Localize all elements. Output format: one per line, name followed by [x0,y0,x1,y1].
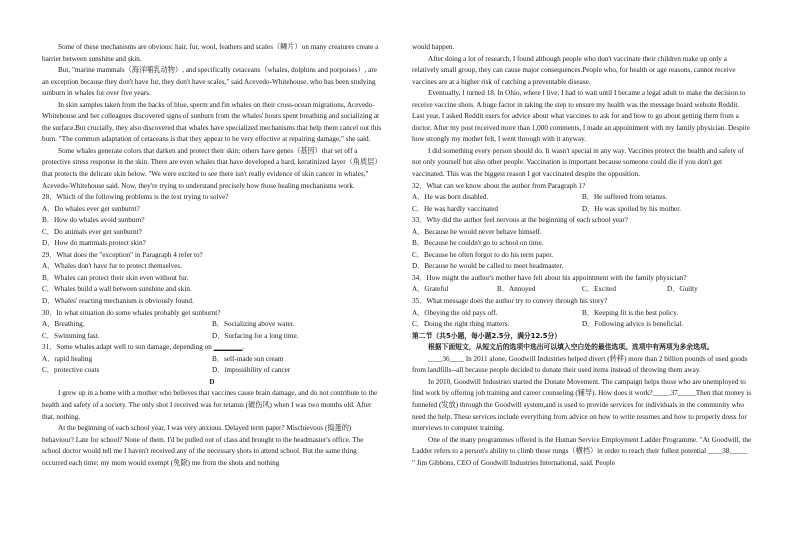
q33-option-d: D．Because he would be called to meet headmaster. [412,262,564,271]
q31-option-b: B．self-made sun cream [212,354,284,363]
cloze-paragraph-2-text-a: In 2010, Goodwill Industries started the Donate Movement. The campaign helps those who are unemployed to find work by offering job training and career counseling (辅导). How does it work? [412,377,746,398]
q28-option-b: B．How do whales avoid sunburn? [42,216,145,225]
q33-option-b: B．Because he couldn't go to school on time. [412,239,544,248]
cloze-paragraph-1 [412,354,752,377]
q32-options-row-1 [412,192,752,204]
q29-option-c: C．Whales build a wall between sunshine and skin. [42,285,192,294]
q32-option-c: C．He was hardly vaccinated [412,204,499,213]
passage-d-paragraph-2: At the beginning of each school year, I was very anxious. Delayed term paper? Mischievous (捣蛋的) behaviour? Late for school? None of them. I'd be pulled out of class and brought to the headmaster's office. The school doctor would tell me I haven't received any of the necessary shots to attend school. But the same thing occurred each time: my mom would exempt (免除) me from the shots and nothing [42,424,364,467]
blank-38: ____38_____ [707,447,748,456]
q32-option-d: D．He was spoiled by his mother. [582,204,682,213]
q32-option-b: B．He suffered from tetanus. [582,193,668,202]
question-31 [42,342,382,354]
q31-options-row-1 [42,354,382,366]
q30-option-a: A．Breathing. [42,320,85,329]
q28-option-a: A．Do whales ever get sunburnt? [42,204,140,213]
q30-option-c: C．Swimming fast. [42,331,100,340]
q32-option-a: A．He was born disabled. [412,193,489,202]
q35-option-c: C．Doing the right thing matters. [412,320,510,329]
cloze-paragraph-3 [412,435,752,470]
cloze-paragraph-3-text-a: One of the many programmes offered is the Human Service Employment Ladder Programme. "At Goodwill, the Ladder refers to a person's ability to climb those rungs（横档）in order to reach their fullest potential [412,435,752,456]
question-35: 35．What message does the author try to convey through his story? [412,297,608,306]
passage-d-paragraph-1: I grew up in a home with a mother who believes that vaccines cause brain damage, and do not contribute to the health and safety of a society. The only shot I received was for tetanus (破伤风) when I was two months old. After that, nothing. [42,389,378,421]
question-33: 33．Why did the author feel nervous at the beginning of each school year? [412,216,628,225]
q31-options-row-2 [42,365,382,377]
q31-blank: ________ [213,343,243,352]
passage-d-continuation: would happen. [412,43,455,51]
q35-option-b: B．Keeping fit is the best policy. [582,308,679,317]
q30-option-d: D．Surfacing for a long time. [212,331,299,340]
question-30: 30．In what situation do some whales probably get sunburnt? [42,308,221,317]
cloze-paragraph-2 [412,377,752,435]
q34-option-b: B．Annoyed [497,285,536,294]
q34-option-a: A．Grateful [412,285,449,294]
section-2-instructions: 根据下面短文，从短文后的选项中选出可以填入空白处的最佳选项。选项中有两项为多余选项。 [428,343,714,352]
q31-option-d: D．impossibility of cancer [212,366,291,375]
q31-stem: 31．Some whales adapt well to sun damage, depending on [42,343,214,352]
question-28: 28．Which of the following problems is the text trying to solve? [42,193,229,202]
blank-36: ____36____ [428,354,464,363]
q30-options-row-2 [42,331,382,343]
passage-d-paragraph-4: Eventually, I turned 18. In Ohio, where I live, I had to wait until I became a legal adult to make the decision to receive vaccine shots. A huge factor in taking the step to ensure my health was the message board website Reddit. Last year, I asked Reddit users for advice about what vaccines to ask for and how to go about getting them from a doctor. After my post received more than 1,000 comments, I made an appointment with my family physician. Despite how strongly my mother felt, I went through with it anyway. [412,89,750,144]
q34-option-c: C．Excited [582,285,616,294]
section-2-title: 第二节（共5小题，每小题2.5分，满分12.5分） [412,331,562,340]
passage-d-paragraph-3: After doing a lot of research, I found although people who don't vaccinate their children make up only a relatively small group, they can cause major consequences.People who, for health or age reasons, cannot receive vaccines are at a higher risk of catching a preventable disease. [412,54,736,86]
q34-option-d: D．Guilty [667,285,698,294]
q35-option-d: D．Following advice is beneficial. [582,320,684,329]
passage-c-paragraph-1: Some of these mechanisms are obvious: hair, fur, wool, feathers and scales（鳞片）on many creatures create a barrier between sunshine and skin. [42,43,379,63]
question-32: 32．What can we know about the author from Paragraph 1? [412,181,586,190]
q35-options-row-1 [412,308,752,320]
cloze-paragraph-1-text: In 2011 alone, Goodwill Industries helped divert (转移) more than 2 billion pounds of used goods from landfills--all because people decided to donate their used items instead of throwing them away. [412,354,748,375]
q33-option-a: A．Because he would never behave himself. [412,227,542,236]
passage-d-paragraph-5: I did something every person should do. It wasn't special in any way. Vaccines protect the health and safety of not only yourself but also other people. Vaccination is important because someone could die if you don't get vaccinated. This was the biggest reason I got vaccinated despite the opposition. [412,146,744,179]
q30-option-b: B．Socializing above water. [212,320,295,329]
left-column [42,42,382,469]
passage-c-paragraph-4: Some whales generate colors that darken and protect their skin; others have genes（基因）that set off a protective stress response in the skin. There are even whales that have developed a hard, keratinized layer（角质层）that protects the delicate skin below. "We were excited to see there isn't really evidence of skin cancer in whales," Acevedo-Whitehouse said. Now, they're trying to understand precisely how those healing mechanisms work. [42,146,382,190]
blank-37: _____37_____ [652,389,696,398]
section-d-heading: D [209,377,215,386]
question-29: 29．What does the "exception" in Paragraph 4 refer to? [42,250,203,259]
q28-option-c: C．Do animals ever get sunburnt? [42,227,142,236]
cloze-paragraph-2-text-b: Then that money is funneled (发放) through the Goodwill system,and is used to provide services for individuals in the community who need the help. These services include everything from advice on how to write resumes and how to properly dress for interviews to computer training. [412,389,752,433]
q30-options-row-1 [42,319,382,331]
q32-options-row-2 [412,204,752,216]
section-2-heading [412,331,752,343]
cloze-paragraph-3-text-b: " Jim Gibbons, CEO of Goodwill Industries International, said. People [412,458,615,467]
q35-options-row-2 [412,319,752,331]
q35-option-a: A．Obeying the old pays off. [412,308,498,317]
passage-c-paragraph-3: In skin samples taken from the backs of blue, sperm and fin whales on their cross-ocean migrations, Acevedo-Whitehouse and her colleagues discovered signs of sunburn from the whales' hours spent breathing and socializing at the surface.But crucially, they also discovered that whales have specialized mechanisms that help them cancel out this burn. "The common adaptation of cetaceans is that they appear to be very effective at repairing damage," she said. [42,100,382,144]
q29-option-b: B．Whales can protect their skin even without fur. [42,273,189,282]
passage-c-paragraph-2: But, "marine mammals（海洋哺乳动物）, and specifically cetaceans（whales, dolphins and porpoises）, are an exception because they don't have fur, they don't have scales," said Acevedo-Whitehouse, who has been studying sunburn in whales for over five years. [42,66,377,98]
right-column [412,42,752,469]
q31-end: . [242,343,245,352]
q29-option-a: A．Whales don't have fur to protect themselves. [42,262,183,271]
question-34: 34．How might the author's mother have felt about his appointment with the family physician? [412,273,687,282]
q33-option-c: C．Because he often forgot to do his term paper. [412,250,553,259]
q31-option-c: C．protective coats [42,366,100,375]
q29-option-d: D．Whales' reacting mechanism is obviously found. [42,297,194,306]
q28-option-d: D．How do mammals protect skin? [42,239,146,248]
q34-options-row [412,284,752,296]
q31-option-a: A．rapid healing [42,354,93,363]
